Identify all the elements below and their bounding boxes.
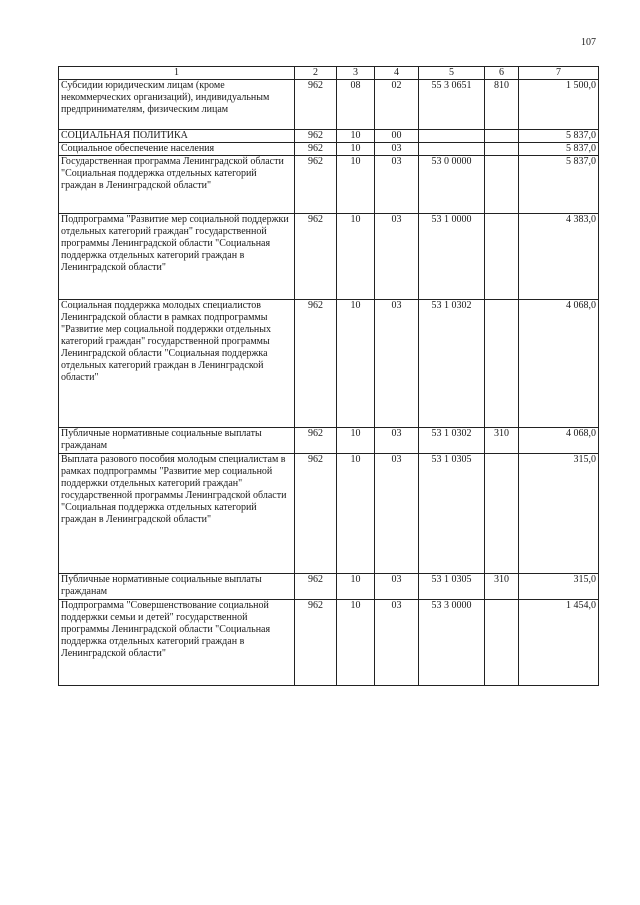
- row-name: Публичные нормативные социальные выплаты гражданам: [59, 428, 295, 454]
- table-row: [59, 574, 599, 600]
- row-col7: 5 837,0: [519, 143, 599, 156]
- row-col2: 962: [295, 428, 337, 454]
- row-col4: 03: [375, 454, 419, 574]
- row-col3: 10: [337, 214, 375, 300]
- table-row: [59, 300, 599, 428]
- row-col6: 810: [485, 80, 519, 130]
- row-col2: 962: [295, 80, 337, 130]
- row-col6: [485, 600, 519, 686]
- row-col4: 03: [375, 428, 419, 454]
- row-col2: 962: [295, 300, 337, 428]
- row-name: Публичные нормативные социальные выплаты гражданам: [59, 574, 295, 600]
- row-col2: 962: [295, 156, 337, 214]
- table-header-row: [59, 67, 599, 80]
- row-name: Субсидии юридическим лицам (кроме некоммерческих организаций), индивидуальным предпринимателям, физическим лицам: [59, 80, 295, 130]
- header-col-5: 5: [419, 67, 485, 80]
- header-col-7: 7: [519, 67, 599, 80]
- table-row: [59, 130, 599, 143]
- row-col7: 5 837,0: [519, 130, 599, 143]
- row-col5: 53 3 0000: [419, 600, 485, 686]
- table-row: [59, 600, 599, 686]
- header-col-4: 4: [375, 67, 419, 80]
- row-col5: [419, 143, 485, 156]
- row-col3: 10: [337, 574, 375, 600]
- table-row: [59, 143, 599, 156]
- row-col5: 53 1 0302: [419, 428, 485, 454]
- row-col2: 962: [295, 130, 337, 143]
- table-row: [59, 428, 599, 454]
- row-col3: 10: [337, 130, 375, 143]
- row-col3: 10: [337, 600, 375, 686]
- row-col7: 315,0: [519, 574, 599, 600]
- row-col6: [485, 143, 519, 156]
- page-number: 107: [581, 37, 596, 48]
- table-row: [59, 156, 599, 214]
- row-name: Социальная поддержка молодых специалистов Ленинградской области в рамках подпрограммы "Развитие мер социальной поддержки отдельных категорий граждан" государственной программы Ленинградской области "Социальная поддержка отдельных категорий граждан в Ленинградской области": [59, 300, 295, 428]
- header-col-1: 1: [59, 67, 295, 80]
- row-col4: 00: [375, 130, 419, 143]
- row-col7: 5 837,0: [519, 156, 599, 214]
- row-name: Подпрограмма "Развитие мер социальной поддержки отдельных категорий граждан" государственной программы Ленинградской области "Социальная поддержка отдельных категорий граждан в Ленинградской области": [59, 214, 295, 300]
- row-col7: 1 500,0: [519, 80, 599, 130]
- row-col6: 310: [485, 574, 519, 600]
- row-name: Государственная программа Ленинградской области "Социальная поддержка отдельных категорий граждан в Ленинградской области": [59, 156, 295, 214]
- budget-table: [58, 66, 599, 686]
- row-col3: 10: [337, 143, 375, 156]
- row-col5: 55 3 0651: [419, 80, 485, 130]
- table-row: [59, 454, 599, 574]
- row-col5: 53 1 0302: [419, 300, 485, 428]
- row-name: Выплата разового пособия молодым специалистам в рамках подпрограммы "Развитие мер социальной поддержки отдельных категорий граждан" государственной программы Ленинградской области "Социальная поддержка отдельных категорий граждан в Ленинградской области": [59, 454, 295, 574]
- row-name: Подпрограмма "Совершенствование социальной поддержки семьи и детей" государственной программы Ленинградской области "Социальная поддержка отдельных категорий граждан в Ленинградской области": [59, 600, 295, 686]
- row-col5: 53 1 0305: [419, 454, 485, 574]
- row-col6: [485, 454, 519, 574]
- row-name: Социальное обеспечение населения: [59, 143, 295, 156]
- row-col7: 4 068,0: [519, 428, 599, 454]
- row-col7: 4 068,0: [519, 300, 599, 428]
- row-col3: 10: [337, 454, 375, 574]
- row-col5: 53 1 0305: [419, 574, 485, 600]
- header-col-6: 6: [485, 67, 519, 80]
- row-col7: 4 383,0: [519, 214, 599, 300]
- row-col3: 10: [337, 428, 375, 454]
- row-col7: 315,0: [519, 454, 599, 574]
- row-col5: 53 0 0000: [419, 156, 485, 214]
- row-col6: [485, 156, 519, 214]
- row-col2: 962: [295, 454, 337, 574]
- row-col4: 03: [375, 156, 419, 214]
- row-col3: 10: [337, 300, 375, 428]
- row-col6: [485, 300, 519, 428]
- row-col4: 03: [375, 214, 419, 300]
- row-col5: 53 1 0000: [419, 214, 485, 300]
- row-col3: 10: [337, 156, 375, 214]
- row-name: СОЦИАЛЬНАЯ ПОЛИТИКА: [59, 130, 295, 143]
- row-col2: 962: [295, 143, 337, 156]
- row-col2: 962: [295, 600, 337, 686]
- row-col7: 1 454,0: [519, 600, 599, 686]
- row-col4: 03: [375, 143, 419, 156]
- row-col6: [485, 130, 519, 143]
- row-col4: 03: [375, 600, 419, 686]
- row-col4: 02: [375, 80, 419, 130]
- row-col6: [485, 214, 519, 300]
- header-col-2: 2: [295, 67, 337, 80]
- table-row: [59, 80, 599, 130]
- row-col2: 962: [295, 574, 337, 600]
- header-col-3: 3: [337, 67, 375, 80]
- row-col2: 962: [295, 214, 337, 300]
- row-col5: [419, 130, 485, 143]
- row-col6: 310: [485, 428, 519, 454]
- row-col3: 08: [337, 80, 375, 130]
- row-col4: 03: [375, 574, 419, 600]
- table-row: [59, 214, 599, 300]
- row-col4: 03: [375, 300, 419, 428]
